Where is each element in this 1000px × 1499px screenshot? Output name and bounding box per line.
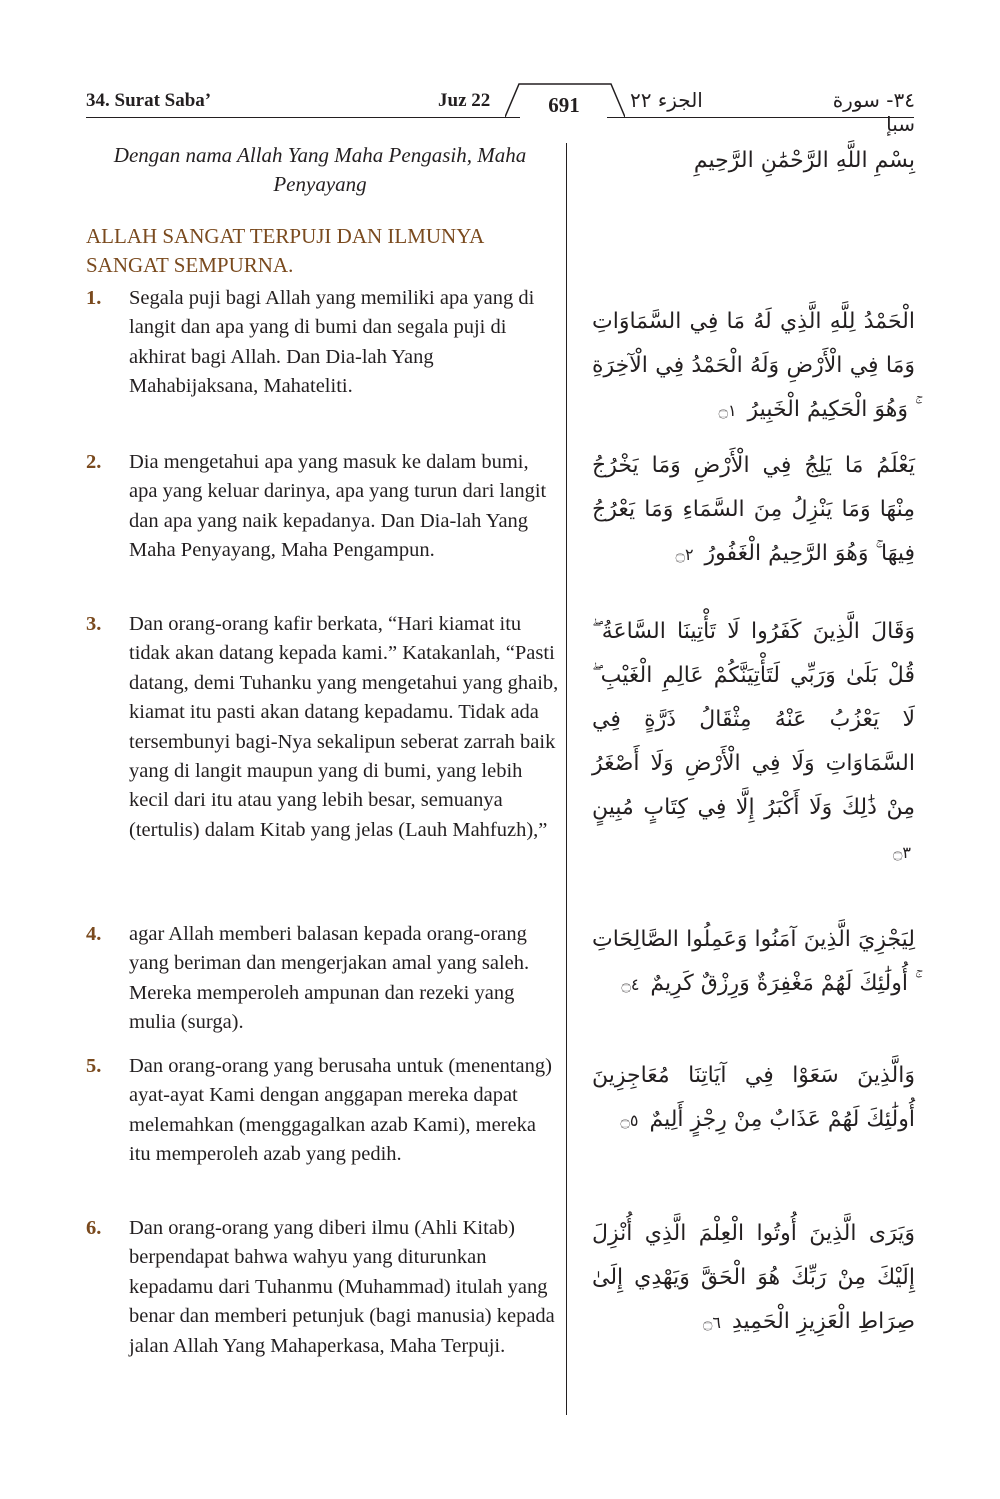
juz-label-arabic: الجزء ٢٢	[630, 88, 703, 112]
verse-arabic-text: وَيَرَى الَّذِينَ أُوتُوا الْعِلْمَ الَّذِي أُنْزِلَ إِلَيْكَ مِنْ رَبِّكَ هُوَ الْحَقَّ وَيَهْدِي إِلَىٰ صِرَاطِ الْعَزِيزِ الْحَمِيدِ	[592, 1221, 915, 1334]
verse-arabic-2	[592, 444, 915, 577]
verse-arabic-text: وَقَالَ الَّذِينَ كَفَرُوا لَا تَأْتِينَا السَّاعَةُ ۖ قُلْ بَلَىٰ وَرَبِّي لَتَأْتِيَنَّكُمْ عَالِمِ الْغَيْبِ ۖ لَا يَعْزُبُ عَنْهُ مِثْقَالُ ذَرَّةٍ فِي السَّمَاوَاتِ وَلَا فِي الْأَرْضِ وَلَا أَصْغَرُ مِنْ ذَٰلِكَ وَلَا أَكْبَرُ إِلَّا فِي كِتَابٍ مُبِينٍ	[592, 619, 915, 820]
verse-text: Dan orang-orang kafir berkata, “Hari kiamat itu tidak akan datang kepada kami.” Katakanlah, “Pasti datang, demi Tuhanku yang mengetahui yang ghaib, kiamat itu pasti akan datang kepadamu. Tidak ada tersembunyi bagi-Nya sekalipun seberat zarrah baik yang di langit maupun yang di bumi, yang lebih kecil dari itu atau yang lebih besar, semuanya (tertulis) dalam Kitab yang jelas (Lauh Mahfuzh),”	[129, 613, 559, 841]
surah-title-latin: 34. Surat Saba’	[86, 90, 212, 111]
verse-number: 4.	[86, 923, 102, 945]
verse-number: 1.	[86, 287, 102, 309]
verse-arabic-text: لِيَجْزِيَ الَّذِينَ آمَنُوا وَعَمِلُوا الصَّالِحَاتِ ۚ أُولَٰئِكَ لَهُمْ مَغْفِرَةٌ وَرِزْقٌ كَرِيمٌ	[592, 927, 915, 996]
section-heading: ALLAH SANGAT TERPUJI DAN ILMUNYA SANGAT SEMPURNA.	[86, 224, 484, 277]
surah-title-arabic: ٣٤- سورة سبإ	[832, 88, 915, 136]
verse-text: Dan orang-orang yang diberi ilmu (Ahli Kitab) berpendapat bahwa wahyu yang diturunkan kepadamu dari Tuhanmu (Muhammad) itulah yang benar dan memberi petunjuk (bagi manusia) kepada jalan Allah Yang Mahaperkasa, Maha Terpuji.	[129, 1217, 555, 1357]
column-divider	[566, 143, 567, 1415]
basmalah-arabic: بِسْمِ اللَّهِ الرَّحْمَٰنِ الرَّحِيمِ	[693, 148, 915, 173]
verse-arabic-text: يَعْلَمُ مَا يَلِجُ فِي الْأَرْضِ وَمَا يَخْرُجُ مِنْهَا وَمَا يَنْزِلُ مِنَ السَّمَاءِ وَمَا يَعْرُجُ فِيهَا ۚ وَهُوَ الرَّحِيمُ الْغَفُورُ	[592, 453, 915, 566]
header-rule-left	[86, 117, 520, 118]
verse-arabic-5	[592, 1054, 915, 1143]
page-number: 691	[548, 93, 580, 117]
ayah-end-marker: ۝٣	[893, 843, 911, 862]
ayah-end-marker: ۝٦	[703, 1313, 721, 1332]
basmalah-translation: Dengan nama Allah Yang Maha Pengasih, Maha Penyayang	[113, 143, 527, 196]
verse-arabic-1	[592, 300, 915, 433]
verse-arabic-3	[592, 610, 915, 875]
verse-text: Dan orang-orang yang berusaha untuk (menentang) ayat-ayat Kami dengan anggapan mereka dapat melemahkan (menggagalkan azab Kami), mereka itu memperoleh azab yang pedih.	[129, 1055, 552, 1166]
ayah-end-marker: ۝٥	[620, 1111, 639, 1130]
verse-arabic-4	[592, 918, 915, 1007]
verse-arabic-text: الْحَمْدُ لِلَّهِ الَّذِي لَهُ مَا فِي السَّمَاوَاتِ وَمَا فِي الْأَرْضِ وَلَهُ الْحَمْدُ فِي الْآخِرَةِ ۚ وَهُوَ الْحَكِيمُ الْخَبِيرُ	[592, 309, 915, 422]
verse-number: 6.	[86, 1217, 102, 1239]
juz-label-latin: Juz 22	[438, 90, 491, 111]
verse-arabic-text: وَالَّذِينَ سَعَوْا فِي آيَاتِنَا مُعَاجِزِينَ أُولَٰئِكَ لَهُمْ عَذَابٌ مِنْ رِجْزٍ أَلِيمٌ	[592, 1063, 915, 1132]
verse-arabic-6	[592, 1212, 915, 1345]
verse-text: Segala puji bagi Allah yang memiliki apa yang di langit dan apa yang di bumi dan segala puji di akhirat bagi Allah. Dan Dia-lah Yang Mahabijaksana, Mahateliti.	[129, 287, 535, 398]
verse-text: Dia mengetahui apa yang masuk ke dalam bumi, apa yang keluar darinya, apa yang turun dari langit dan apa yang naik kepadanya. Dan Dia-lah Yang Maha Penyayang, Maha Pengampun.	[129, 451, 547, 562]
ayah-end-marker: ۝٢	[675, 545, 694, 564]
verse-number: 5.	[86, 1055, 102, 1077]
verse-number: 3.	[86, 613, 102, 635]
verse-number: 2.	[86, 451, 102, 473]
ayah-end-marker: ۝٤	[621, 975, 640, 994]
verse-text: agar Allah memberi balasan kepada orang-orang yang beriman dan mengerjakan amal yang saleh. Mereka memperoleh ampunan dan rezeki yang mulia (surga).	[129, 923, 530, 1034]
ayah-end-marker: ۝١	[718, 401, 737, 420]
